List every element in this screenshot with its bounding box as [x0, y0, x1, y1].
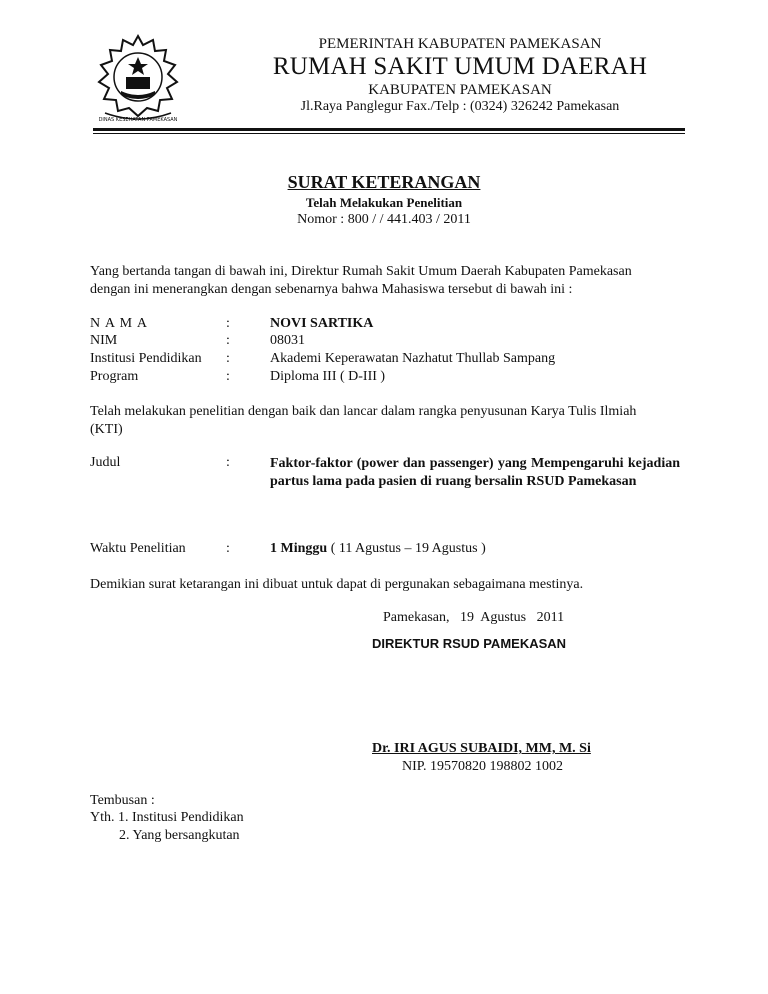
government-name: PEMERINTAH KABUPATEN PAMEKASAN	[318, 36, 602, 52]
field-colon: :	[226, 455, 230, 470]
waktu-label: Waktu Penelitian	[90, 541, 186, 556]
field-colon: :	[226, 369, 230, 384]
field-value-name: NOVI SARTIKA	[270, 316, 374, 331]
research-line-1: Telah melakukan penelitian dengan baik dan lancar dalam rangka penyusunan Karya Tulis Ilmiah	[90, 404, 637, 419]
judul-label: Judul	[90, 455, 121, 470]
letterhead-thin-rule	[93, 133, 685, 134]
field-value-nim: 08031	[270, 333, 305, 348]
research-line-2: (KTI)	[90, 422, 123, 437]
hospital-address: Jl.Raya Panglegur Fax./Telp : (0324) 326242 Pamekasan	[300, 99, 620, 114]
tembusan-label: Tembusan :	[90, 793, 155, 808]
place-and-date: Pamekasan, 19 Agustus 2011	[383, 610, 565, 625]
intro-line-2: dengan ini menerangkan dengan sebenarnya bahwa Mahasiswa tersebut di bawah ini :	[90, 282, 573, 297]
signer-title: DIREKTUR RSUD PAMEKASAN	[372, 636, 567, 651]
field-value-program: Diploma III ( D-III )	[270, 369, 386, 384]
field-colon: :	[226, 316, 230, 331]
regency-name: KABUPATEN PAMEKASAN	[368, 82, 552, 98]
svg-text:DINAS KESEHATAN PAMEKASAN: DINAS KESEHATAN PAMEKASAN	[98, 117, 178, 123]
signer-nip: NIP. 19570820 198802 1002	[402, 759, 564, 774]
regency-crest-logo	[93, 33, 183, 125]
letterhead-thick-rule	[93, 128, 685, 131]
field-label-program: Program	[90, 369, 139, 384]
field-colon: :	[226, 333, 230, 348]
field-label-name: N A M A	[90, 316, 148, 331]
tembusan-item-1: Yth. 1. Institusi Pendidikan	[90, 810, 244, 825]
letter-title: SURAT KETERANGAN	[287, 172, 481, 192]
field-colon: :	[226, 541, 230, 556]
waktu-dates: ( 11 Agustus – 19 Agustus )	[327, 541, 486, 556]
field-label-institution: Institusi Pendidikan	[90, 351, 202, 366]
letter-subtitle: Telah Melakukan Penelitian	[305, 195, 463, 210]
field-colon: :	[226, 351, 230, 366]
letter-number: Nomor : 800 / / 441.403 / 2011	[297, 212, 471, 227]
waktu-value	[270, 541, 486, 557]
field-value-institution: Akademi Keperawatan Nazhatut Thullab Sampang	[270, 351, 556, 366]
intro-line-1: Yang bertanda tangan di bawah ini, Direktur Rumah Sakit Umum Daerah Kabupaten Pamekasan	[90, 264, 632, 279]
judul-value: Faktor-faktor (power dan passenger) yang Mempengaruhi kejadian partus lama pada pasien di ruang bersalin RSUD Pamekasan	[270, 456, 680, 489]
signer-name: Dr. IRI AGUS SUBAIDI, MM, M. Si	[372, 741, 591, 756]
closing-statement: Demikian surat ketarangan ini dibuat untuk dapat di pergunakan sebagaimana mestinya.	[90, 577, 584, 592]
waktu-duration: 1 Minggu	[270, 541, 328, 556]
tembusan-item-2: 2. Yang bersangkutan	[119, 828, 240, 843]
field-label-nim: NIM	[90, 333, 118, 348]
hospital-name: RUMAH SAKIT UMUM DAERAH	[272, 53, 648, 80]
